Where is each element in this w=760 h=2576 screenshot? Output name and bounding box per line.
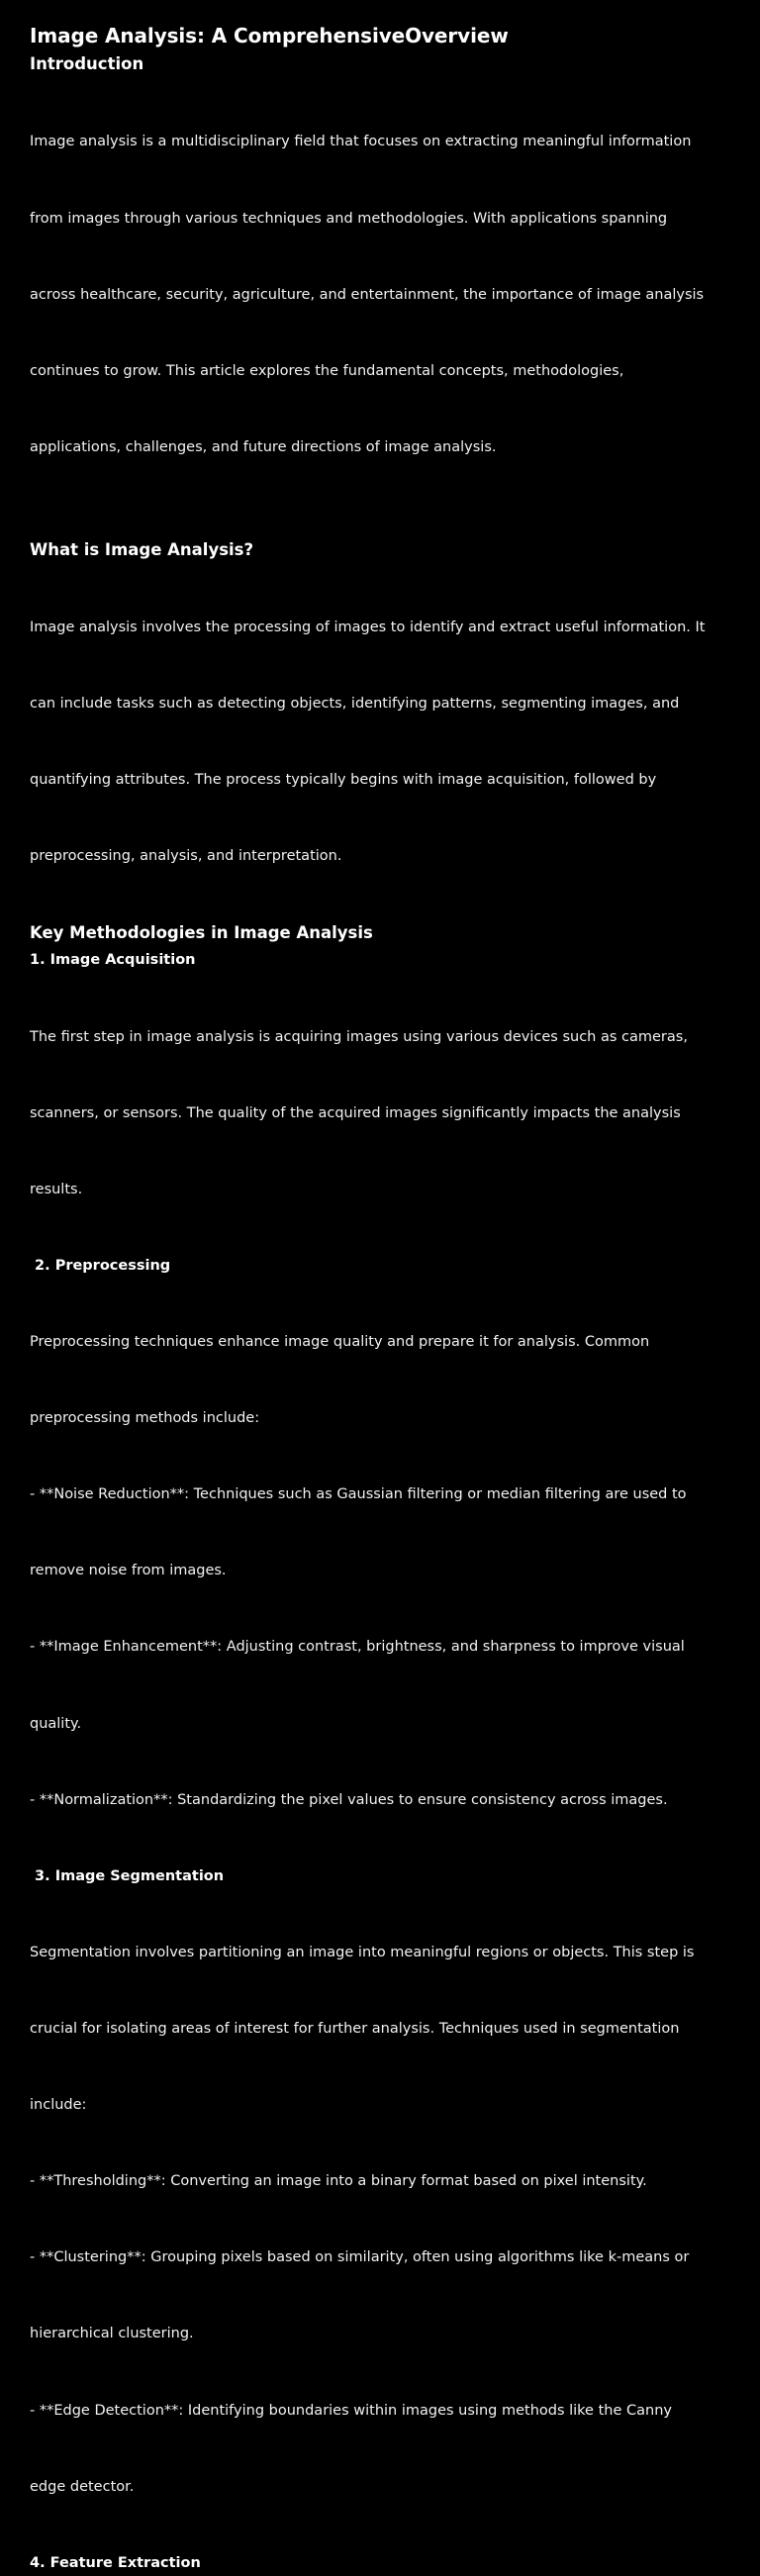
preprocessing-paragraph: [30, 1280, 740, 1864]
text-line: scanners, or sensors. The quality of the acquired images significantly impacts the analysis: [30, 1104, 681, 1121]
preprocessing-heading: 2. Preprocessing: [30, 1257, 171, 1274]
text-line: edge detector.: [30, 2478, 135, 2495]
what-is-paragraph: [30, 565, 740, 921]
text-line: preprocessing, analysis, and interpretation.: [30, 848, 342, 865]
text-line: Preprocessing techniques enhance image quality and prepare it for analysis. Common: [30, 1334, 650, 1351]
text-line: applications, challenges, and future directions of image analysis.: [30, 438, 497, 455]
text-line: include:: [30, 2097, 87, 2114]
text-line: Segmentation involves partitioning an image into meaningful regions or objects. This step is: [30, 1944, 695, 1960]
methodologies-heading: Key Methodologies in Image Analysis: [30, 923, 373, 943]
list-item: - **Thresholding**: Converting an image into a binary format based on pixel intensity.: [30, 2173, 647, 2190]
what-is-heading: What is Image Analysis?: [30, 539, 254, 559]
text-line: Image analysis is a multidisciplinary field that focuses on extracting meaningful information: [30, 134, 692, 150]
text-line: The first step in image analysis is acquiring images using various devices such as cameras,: [30, 1028, 688, 1045]
acquisition-paragraph: [30, 974, 740, 1254]
list-item: - **Clustering**: Grouping pixels based on similarity, often using algorithms like k-means or: [30, 2249, 690, 2266]
text-line: crucial for isolating areas of interest for further analysis. Techniques used in segmentation: [30, 2021, 680, 2038]
list-item: - **Edge Detection**: Identifying boundaries within images using methods like the Canny: [30, 2402, 672, 2419]
text-line: results.: [30, 1181, 83, 1197]
text-line: quantifying attributes. The process typically begins with image acquisition, followed by: [30, 772, 657, 789]
text-line: hierarchical clustering.: [30, 2326, 194, 2342]
article-title: Image Analysis: A ComprehensiveOverview: [30, 24, 509, 48]
introduction-paragraph: [30, 79, 740, 512]
text-line: from images through various techniques and methodologies. With applications spanning: [30, 210, 668, 227]
introduction-heading: Introduction: [30, 54, 144, 73]
list-item: - **Noise Reduction**: Techniques such as Gaussian filtering or median filtering are used to: [30, 1486, 687, 1503]
acquisition-heading: 1. Image Acquisition: [30, 952, 196, 969]
list-item: - **Normalization**: Standardizing the pixel values to ensure consistency across images.: [30, 1791, 668, 1808]
text-line: quality.: [30, 1715, 82, 1732]
text-line: can include tasks such as detecting objects, identifying patterns, segmenting images, and: [30, 696, 680, 713]
segmentation-paragraph: [30, 1890, 740, 2551]
segmentation-heading: 3. Image Segmentation: [30, 1867, 225, 1884]
list-item: - **Image Enhancement**: Adjusting contrast, brightness, and sharpness to improve visual: [30, 1639, 685, 1656]
feature-extraction-heading: 4. Feature Extraction: [30, 2554, 201, 2571]
text-line: remove noise from images.: [30, 1563, 227, 1579]
text-line: preprocessing methods include:: [30, 1410, 260, 1427]
text-line: across healthcare, security, agriculture, and entertainment, the importance of image analysis: [30, 286, 705, 303]
text-line: continues to grow. This article explores the fundamental concepts, methodologies,: [30, 362, 624, 379]
paragraph-gap: [30, 512, 740, 537]
text-line: Image analysis involves the processing of images to identify and extract useful information. It: [30, 620, 706, 636]
